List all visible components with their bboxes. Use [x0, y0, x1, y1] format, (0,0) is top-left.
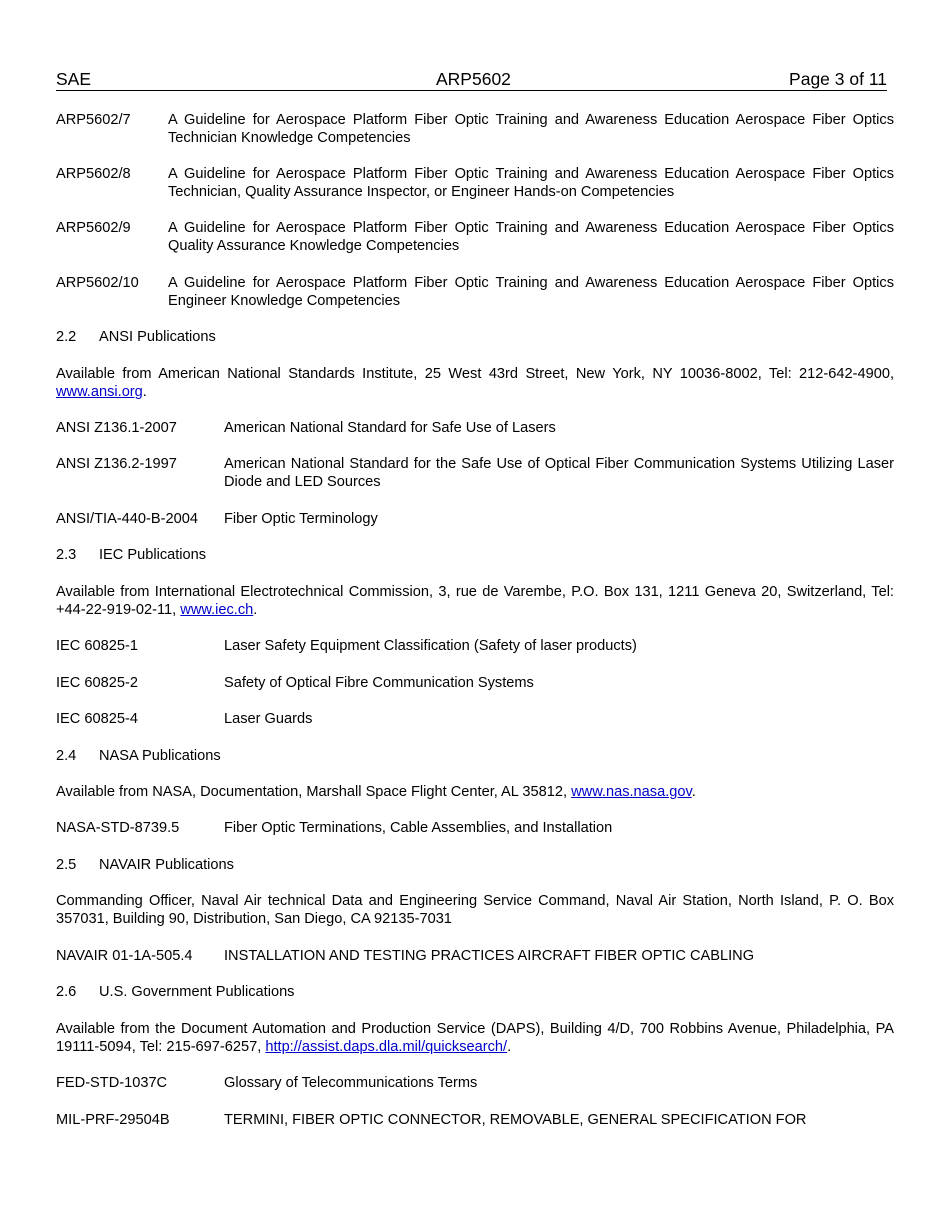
reference-title: Safety of Optical Fibre Communication Systems — [224, 675, 534, 691]
document-page — [56, 68, 894, 1129]
section-title: IEC Publications — [99, 547, 207, 563]
iec-website-link[interactable]: www.iec.ch — [180, 602, 254, 618]
reference-title: TERMINI, FIBER OPTIC CONNECTOR, REMOVABLE, GENERAL SPECIFICATION FOR — [224, 1112, 807, 1128]
reference-code: ANSI/TIA-440-B-2004 — [56, 511, 198, 527]
assist-website-link[interactable]: http://assist.daps.dla.mil/quicksearch/ — [265, 1039, 508, 1055]
reference-entry — [56, 1074, 894, 1092]
reference-code: ANSI Z136.2-1997 — [56, 456, 177, 472]
section-number: 2.3 — [56, 547, 77, 563]
header-org: SAE — [56, 69, 92, 89]
reference-entry — [56, 637, 894, 655]
availability-text: Available from American National Standards Institute, 25 West 43rd Street, New York, NY 10036-8002, Tel: 212-642-4900, — [56, 366, 894, 382]
reference-title: American National Standard for Safe Use of Lasers — [224, 420, 556, 436]
reference-code: ARP5602/9 — [56, 220, 131, 236]
punctuation: . — [507, 1039, 512, 1055]
reference-entry — [56, 947, 894, 965]
header-page-number: Page 3 of 11 — [789, 69, 887, 89]
reference-title: Fiber Optic Terminations, Cable Assemblies, and Installation — [224, 820, 613, 836]
ansi-website-link[interactable]: www.ansi.org — [56, 384, 143, 400]
availability-paragraph — [56, 365, 894, 401]
section-number: 2.2 — [56, 329, 77, 345]
reference-code: IEC 60825-1 — [56, 638, 138, 654]
reference-title: Fiber Optic Terminology — [224, 511, 378, 527]
availability-text: Available from NASA, Documentation, Marshall Space Flight Center, AL 35812, — [56, 784, 572, 800]
section-heading-navair — [56, 856, 894, 874]
reference-entry — [56, 219, 894, 255]
section-heading-iec — [56, 546, 894, 564]
availability-paragraph — [56, 583, 894, 619]
section-heading-ansi — [56, 328, 894, 346]
reference-title: Laser Guards — [224, 711, 313, 727]
section-number: 2.6 — [56, 984, 77, 1000]
section-heading-usgov — [56, 983, 894, 1001]
reference-code: NAVAIR 01-1A-505.4 — [56, 948, 193, 964]
reference-title: A Guideline for Aerospace Platform Fiber Optic Training and Awareness Education Aerospace Fiber Optics Engineer Knowledge Competencies — [168, 275, 894, 309]
page-header — [56, 68, 887, 91]
punctuation: . — [142, 384, 147, 400]
reference-entry — [56, 274, 894, 310]
reference-entry — [56, 111, 894, 147]
reference-entry — [56, 419, 894, 437]
reference-code: ANSI Z136.1-2007 — [56, 420, 177, 436]
section-title: U.S. Government Publications — [99, 984, 295, 1000]
nasa-website-link[interactable]: www.nas.nasa.gov — [571, 784, 692, 800]
reference-title: A Guideline for Aerospace Platform Fiber Optic Training and Awareness Education Aerospace Fiber Optics Technician Knowledge Competencies — [168, 112, 894, 146]
punctuation: . — [253, 602, 258, 618]
header-doc-number: ARP5602 — [436, 69, 511, 89]
availability-paragraph: Commanding Officer, Naval Air technical Data and Engineering Service Command, Naval Air Station, North Island, P. O. Box 357031, Building 90, Distribution, San Diego, CA 92135-7031 — [56, 893, 894, 927]
reference-code: FED-STD-1037C — [56, 1075, 168, 1091]
reference-title: INSTALLATION AND TESTING PRACTICES AIRCRAFT FIBER OPTIC CABLING — [224, 948, 755, 964]
reference-entry — [56, 710, 894, 728]
reference-title: A Guideline for Aerospace Platform Fiber Optic Training and Awareness Education Aerospace Fiber Optics Quality Assurance Knowledge Competencies — [168, 220, 894, 254]
reference-title: American National Standard for the Safe Use of Optical Fiber Communication Systems Utilizing Laser Diode and LED Sources — [224, 456, 894, 490]
section-title: NASA Publications — [99, 748, 221, 764]
reference-entry — [56, 674, 894, 692]
reference-code: MIL-PRF-29504B — [56, 1112, 170, 1128]
reference-title: Glossary of Telecommunications Terms — [224, 1075, 478, 1091]
availability-text: Available from International Electrotechnical Commission, 3, rue de Varembe, P.O. Box 131, 1211 Geneva 20, Switzerland, Tel: +44-22-919-02-11, — [56, 584, 894, 618]
reference-title: A Guideline for Aerospace Platform Fiber Optic Training and Awareness Education Aerospace Fiber Optics Technician, Quality Assurance Inspector, or Engineer Hands-on Competencies — [168, 166, 894, 200]
availability-paragraph — [56, 783, 894, 801]
section-title: ANSI Publications — [99, 329, 216, 345]
reference-entry — [56, 165, 894, 201]
reference-entry — [56, 819, 894, 837]
section-title: NAVAIR Publications — [99, 857, 234, 873]
reference-code: ARP5602/8 — [56, 166, 131, 182]
reference-code: NASA-STD-8739.5 — [56, 820, 180, 836]
section-heading-nasa — [56, 747, 894, 765]
reference-code: ARP5602/10 — [56, 275, 139, 291]
reference-title: Laser Safety Equipment Classification (Safety of laser products) — [224, 638, 637, 654]
reference-code: ARP5602/7 — [56, 112, 131, 128]
section-number: 2.5 — [56, 857, 77, 873]
section-number: 2.4 — [56, 748, 77, 764]
reference-code: IEC 60825-4 — [56, 711, 138, 727]
reference-entry — [56, 1111, 894, 1129]
reference-entry — [56, 510, 894, 528]
availability-paragraph — [56, 1020, 894, 1056]
reference-entry — [56, 455, 894, 491]
availability-text: Available from the Document Automation and Production Service (DAPS), Building 4/D, 700 Robbins Avenue, Philadelphia, PA 19111-5094, Tel: 215-697-6257, — [56, 1021, 894, 1055]
reference-code: IEC 60825-2 — [56, 675, 138, 691]
punctuation: . — [691, 784, 696, 800]
